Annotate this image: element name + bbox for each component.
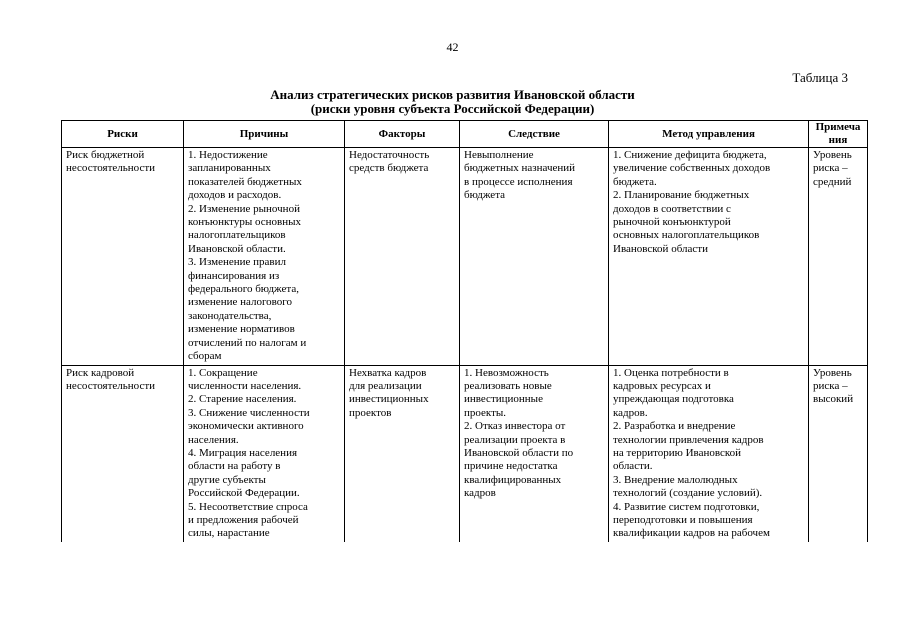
cell-notes: Уровень риска – высокий [809, 365, 868, 542]
title-line-1: Анализ стратегических рисков развития Ивановской области [270, 87, 635, 102]
cell-consequence: Невыполнение бюджетных назначений в процессе исполнения бюджета [460, 148, 609, 366]
header-risks: Риски [62, 121, 184, 148]
cell-causes: 1. Недостижение запланированных показателей бюджетных доходов и расходов. 2. Изменение рыночной конъюнктуры основных налогоплательщиков Ивановской области. 3. Изменение правил финансирования из федерального бюджета, изменение налогового законодательства, изменение нормативов отчислений по налогам и сборам [184, 148, 345, 366]
cell-management-method: 1. Снижение дефицита бюджета, увеличение собственных доходов бюджета. 2. Планирование бюджетных доходов в соответствии с рыночной конъюнктурой основных налогоплательщиков Ивановской области [609, 148, 809, 366]
risk-analysis-table [61, 120, 868, 542]
cell-consequence: 1. Невозможность реализовать новые инвестиционные проекты. 2. Отказ инвестора от реализации проекта в Ивановской области по причине недостатка квалифицированных кадров [460, 365, 609, 542]
header-management-method: Метод управления [609, 121, 809, 148]
cell-factors: Нехватка кадров для реализации инвестиционных проектов [345, 365, 460, 542]
cell-risk: Риск кадровой несостоятельности [62, 365, 184, 542]
table-label: Таблица 3 [792, 70, 848, 85]
table-header-row [62, 121, 868, 148]
document-title [0, 88, 905, 116]
cell-causes: 1. Сокращение численности населения. 2. Старение населения. 3. Снижение численности экономически активного населения. 4. Миграция населения области на работу в другие субъекты Российской Федерации. 5. Несоответствие спроса и предложения рабочей силы, нарастание [184, 365, 345, 542]
header-notes: Примеча ния [809, 121, 868, 148]
table-row [62, 148, 868, 366]
cell-notes: Уровень риска – средний [809, 148, 868, 366]
cell-risk: Риск бюджетной несостоятельности [62, 148, 184, 366]
cell-management-method: 1. Оценка потребности в кадровых ресурсах и упреждающая подготовка кадров. 2. Разработка и внедрение технологии привлечения кадров на территорию Ивановской области. 3. Внедрение малолюдных технологий (создание условий). 4. Развитие систем подготовки, переподготовки и повышения квалификации кадров на рабочем [609, 365, 809, 542]
table-row [62, 365, 868, 542]
header-causes: Причины [184, 121, 345, 148]
header-consequence: Следствие [460, 121, 609, 148]
header-factors: Факторы [345, 121, 460, 148]
title-line-2: (риски уровня субъекта Российской Федерации) [310, 101, 595, 116]
cell-factors: Недостаточность средств бюджета [345, 148, 460, 366]
page-number: 42 [446, 40, 459, 54]
